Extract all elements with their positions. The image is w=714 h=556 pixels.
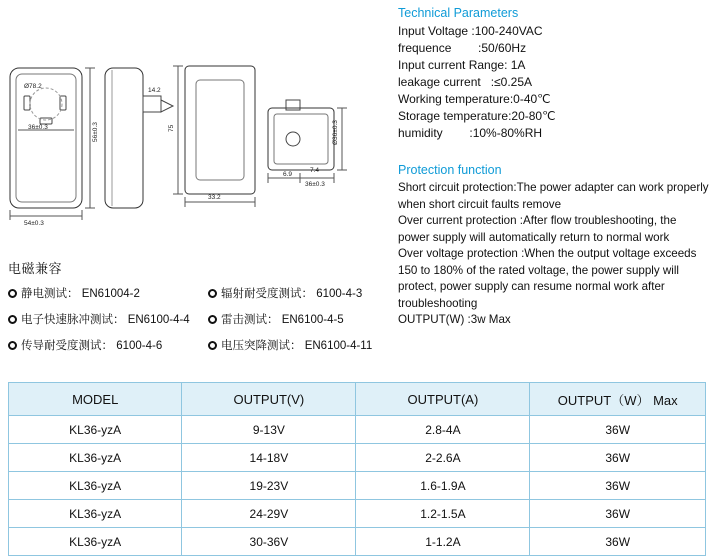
table-cell-output-v: 9-13V: [182, 416, 356, 444]
emc-item-label: 静电测试： EN61004-2: [21, 288, 140, 300]
bullet-icon: [208, 315, 217, 324]
dim-d9: 7.4: [310, 167, 320, 174]
dim-d2: 36±0.3: [28, 124, 48, 131]
table-cell-output-a: 1.2-1.5A: [356, 500, 530, 528]
table-cell-output-w: 36W: [530, 500, 706, 528]
table-cell-output-v: 24-29V: [182, 500, 356, 528]
table-cell-model: KL36-yzA: [9, 472, 182, 500]
table-cell-output-a: 1.6-1.9A: [356, 472, 530, 500]
table-cell-output-a: 1-1.2A: [356, 528, 530, 556]
table-header-cell: OUTPUT（W） Max: [530, 383, 706, 416]
emc-item: [8, 313, 208, 328]
technical-line: Input Voltage :100-240VAC: [398, 24, 543, 38]
table-cell-output-w: 36W: [530, 444, 706, 472]
table-cell-output-w: 36W: [530, 528, 706, 556]
dim-d1: Ø78.2: [24, 83, 42, 90]
emc-item: [208, 339, 398, 354]
table-cell-output-v: 30-36V: [182, 528, 356, 556]
emc-item-label: 传导耐受度测试： 6100-4-6: [21, 339, 163, 352]
technical-line: Storage temperature:20-80℃: [398, 109, 556, 123]
table-row: [9, 472, 706, 500]
bullet-icon: [8, 315, 17, 324]
table-row: [9, 444, 706, 472]
technical-line: Input current Range: 1A: [398, 58, 526, 72]
table-cell-model: KL36-yzA: [9, 528, 182, 556]
table-header-cell: OUTPUT(V): [182, 383, 356, 416]
dim-d11: Ø36±0.3: [332, 120, 339, 145]
table-cell-model: KL36-yzA: [9, 444, 182, 472]
bullet-icon: [208, 289, 217, 298]
bullet-icon: [8, 341, 17, 350]
protection-paragraph: Over voltage protection :When the output voltage exceeds 150 to 180% of the rated voltage, the power supply will protect, power supply can resume normal work after troubleshooting: [398, 247, 697, 310]
table-cell-output-w: 36W: [530, 416, 706, 444]
table-header-row: [9, 383, 706, 416]
dim-d3: 56±0.3: [92, 122, 99, 142]
table-row: [9, 500, 706, 528]
dim-d7: 33.2: [208, 194, 221, 201]
protection-body: [398, 180, 710, 329]
dim-d8: 6.9: [283, 171, 293, 178]
dim-d4: 54±0.3: [24, 220, 44, 227]
table-cell-model: KL36-yzA: [9, 500, 182, 528]
protection-paragraph: Short circuit protection:The power adapter can work properly when short circuit faults remove: [398, 181, 709, 211]
technical-parameters-title: Technical Parameters: [398, 6, 519, 20]
technical-line: Working temperature:0-40℃: [398, 92, 551, 106]
table-cell-output-w: 36W: [530, 472, 706, 500]
bullet-icon: [8, 289, 17, 298]
mechanical-drawings: [0, 0, 390, 250]
dim-d5: 14.2: [148, 87, 161, 94]
technical-parameters-section: [398, 6, 708, 142]
emc-item: [208, 313, 398, 328]
protection-paragraph: Over current protection :After flow troubleshooting, the power supply will automatically return to normal work: [398, 214, 677, 244]
protection-function-section: [398, 163, 710, 329]
emc-item-label: 电压突降测试： EN6100-4-11: [221, 339, 373, 352]
table-header-cell: MODEL: [9, 383, 182, 416]
table-row: [9, 528, 706, 556]
technical-line: leakage current :≤0.25A: [398, 75, 532, 89]
emc-item: [8, 339, 208, 354]
specification-table: [8, 382, 706, 556]
emc-item: [8, 287, 208, 302]
emc-item-label: 雷击测试： EN6100-4-5: [221, 313, 344, 326]
technical-line: frequence :50/60Hz: [398, 41, 527, 55]
emc-list: [8, 287, 388, 354]
table-cell-model: KL36-yzA: [9, 416, 182, 444]
table-cell-output-v: 14-18V: [182, 444, 356, 472]
protection-paragraph: OUTPUT(W) :3w Max: [398, 313, 511, 326]
dim-d10: 36±0.3: [305, 181, 325, 188]
table-row: [9, 416, 706, 444]
table-cell-output-a: 2-2.6A: [356, 444, 530, 472]
emc-item-label: 电子快速脉冲测试： EN6100-4-4: [21, 313, 190, 326]
bullet-icon: [208, 341, 217, 350]
table-cell-output-a: 2.8-4A: [356, 416, 530, 444]
protection-function-title: Protection function: [398, 163, 502, 177]
emc-item-label: 辐射耐受度测试： 6100-4-3: [221, 288, 363, 300]
table-cell-output-v: 19-23V: [182, 472, 356, 500]
emc-title: 电磁兼容: [8, 261, 63, 276]
emc-item: [208, 287, 398, 302]
emc-section: [8, 258, 388, 354]
dim-d6: 75: [168, 124, 175, 132]
technical-line: humidity :10%-80%RH: [398, 126, 543, 140]
drawing-svg: [0, 0, 390, 250]
table-header-cell: OUTPUT(A): [356, 383, 530, 416]
